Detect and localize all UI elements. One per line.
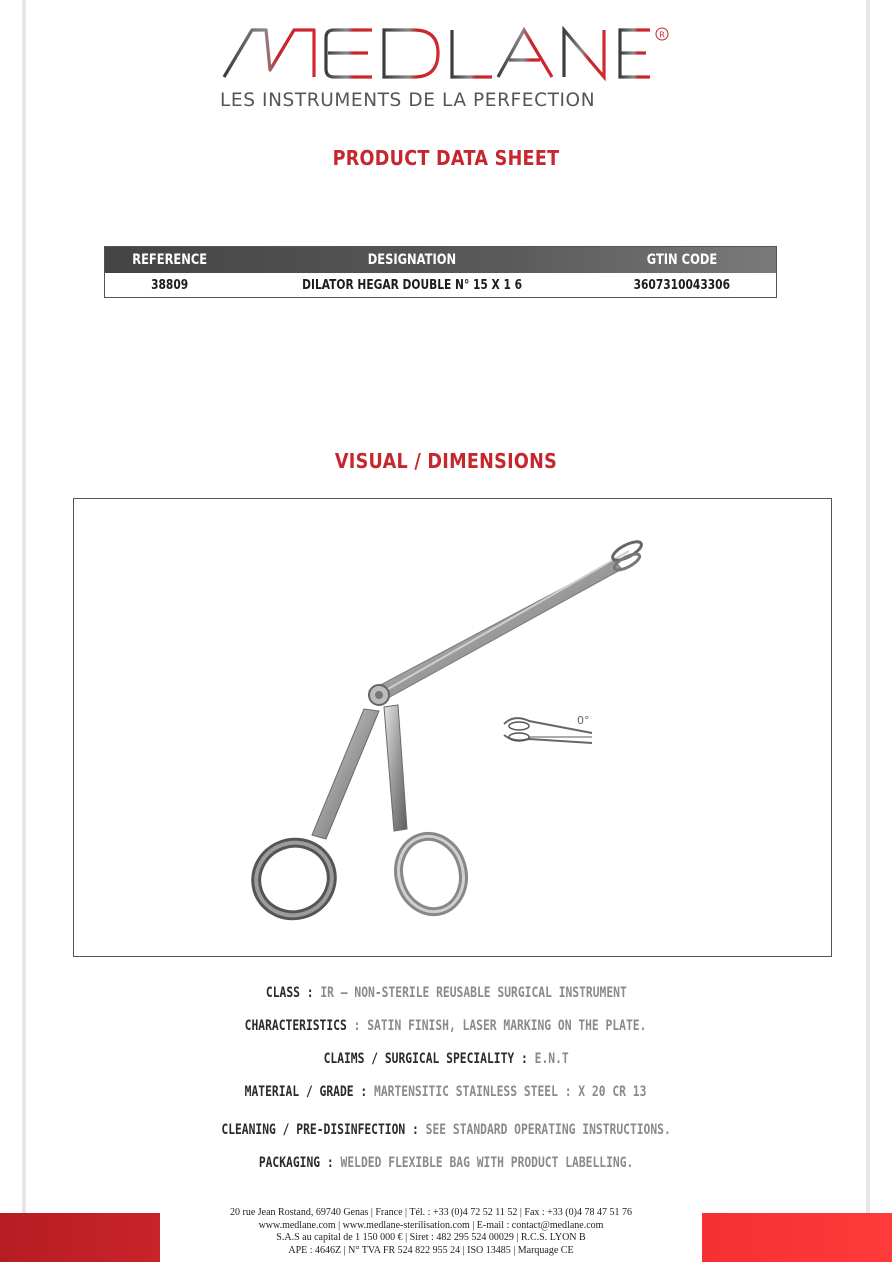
footer-registration: S.A.S au capital de 1 150 000 € | Siret : 482 295 524 00029 | R.C.S. LYON B — [276, 1232, 586, 1243]
cell-designation: DILATOR HEGAR DOUBLE N° 15 X 1 6 — [301, 277, 522, 293]
table-row — [105, 273, 776, 297]
table-header-row — [105, 247, 776, 273]
spec-packaging: PACKAGING : WELDED FLEXIBLE BAG WITH PRODUCT LABELLING. — [258, 1155, 634, 1171]
spec-cleaning: CLEANING / PRE-DISINFECTION : SEE STANDARD OPERATING INSTRUCTIONS. — [221, 1122, 671, 1138]
surgical-forceps-icon — [74, 499, 833, 958]
tip-angle-label: 0° — [577, 714, 590, 727]
product-visual-frame — [73, 498, 832, 957]
header-designation: DESIGNATION — [367, 252, 456, 268]
footer-red-bar-right — [702, 1213, 892, 1262]
footer-red-bar-left — [0, 1213, 160, 1262]
product-reference-table — [104, 246, 777, 298]
footer-certification: APE : 4646Z | N° TVA FR 524 822 955 24 | ISO 13485 | Marquage CE — [288, 1244, 574, 1256]
cell-gtin-code: 3607310043306 — [634, 277, 731, 293]
spec-class: CLASS : IR – NON-STERILE REUSABLE SURGICAL INSTRUMENT — [265, 985, 627, 1001]
header-gtin-code: GTIN CODE — [647, 252, 718, 268]
footer-web: www.medlane.com | www.medlane-sterilisation.com | E-mail : contact@medlane.com — [258, 1219, 604, 1231]
cell-reference: 38809 — [151, 277, 189, 293]
header-reference: REFERENCE — [132, 252, 208, 268]
brand-tagline: LES INSTRUMENTS DE LA PERFECTION — [220, 90, 596, 111]
spec-characteristics: CHARACTERISTICS : SATIN FINISH, LASER MARKING ON THE PLATE. — [245, 1018, 647, 1034]
visual-dimensions-title: VISUAL / DIMENSIONS — [334, 449, 558, 473]
product-data-sheet-title: PRODUCT DATA SHEET — [332, 146, 560, 170]
footer-address: 20 rue Jean Rostand, 69740 Genas | France | Tél. : +33 (0)4 72 52 11 52 | Fax : +33 (0)4 78 47 51 76 — [230, 1207, 632, 1218]
spec-material: MATERIAL / GRADE : MARTENSITIC STAINLESS STEEL : X 20 CR 13 — [245, 1084, 647, 1100]
spec-claims: CLAIMS / SURGICAL SPECIALITY : E.N.T — [323, 1051, 569, 1067]
company-footer — [160, 1207, 702, 1257]
registered-mark: R — [659, 30, 665, 40]
